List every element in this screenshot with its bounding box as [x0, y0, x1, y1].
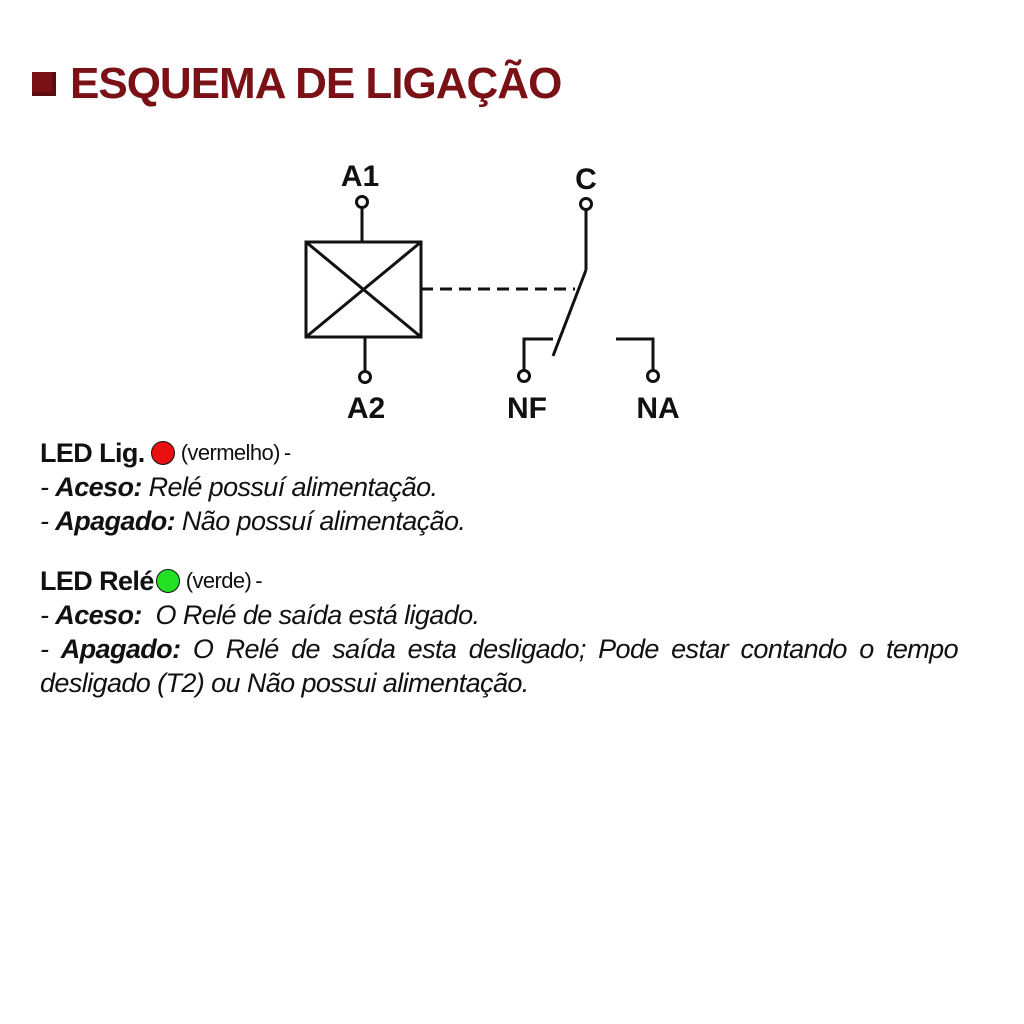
led-lig-dash: - [283, 440, 291, 465]
state-prefix: - [40, 600, 56, 630]
led-rele-state-off [40, 632, 958, 700]
state-description: O Relé de saída esta desligado; Pode estar contando o tempo desligado (T2) ou Não possui alimentação. [40, 634, 959, 698]
led-rele-state-on [40, 598, 958, 632]
c-label: C [575, 163, 597, 196]
page-title: ESQUEMA DE LIGAÇÃO [70, 59, 562, 108]
led-lig-state-off [40, 504, 465, 538]
state-name: Aceso: [55, 600, 142, 630]
state-prefix: - [40, 506, 56, 536]
na-terminal [648, 371, 659, 382]
a1-label: A1 [340, 160, 380, 193]
wiring-diagram [0, 0, 1024, 440]
led-rele-label: LED Relé [40, 566, 154, 596]
led-lig-heading [40, 436, 465, 470]
na-contact-wire [616, 339, 653, 370]
led-lig-state-on [40, 470, 465, 504]
a1-terminal [357, 197, 368, 208]
a2-terminal [360, 372, 371, 383]
led-lig-color-name: (vermelho) [180, 440, 280, 465]
red-led-icon [151, 441, 175, 465]
state-description: Relé possuí alimentação. [141, 472, 438, 502]
state-name: Apagado: [55, 506, 175, 536]
c-terminal [581, 199, 592, 210]
state-description: O Relé de saída está ligado. [141, 600, 480, 630]
state-name: Aceso: [55, 472, 142, 502]
led-rele-heading [40, 564, 958, 598]
nf-contact-wire [524, 339, 553, 370]
led-rele-legend [40, 564, 958, 700]
led-lig-label: LED Lig. [40, 438, 145, 468]
state-name: Apagado: [60, 634, 181, 664]
led-rele-color-name: (verde) [185, 568, 252, 593]
state-prefix: - [40, 634, 61, 664]
a2-label: A2 [346, 392, 386, 425]
state-prefix: - [40, 472, 56, 502]
led-rele-dash: - [255, 568, 262, 593]
green-led-icon [156, 569, 180, 593]
na-label: NA [636, 392, 680, 425]
state-description: Não possuí alimentação. [175, 506, 466, 536]
nf-label: NF [507, 392, 547, 425]
led-lig-legend [40, 436, 465, 538]
nf-terminal [519, 371, 530, 382]
switch-blade [553, 270, 586, 356]
